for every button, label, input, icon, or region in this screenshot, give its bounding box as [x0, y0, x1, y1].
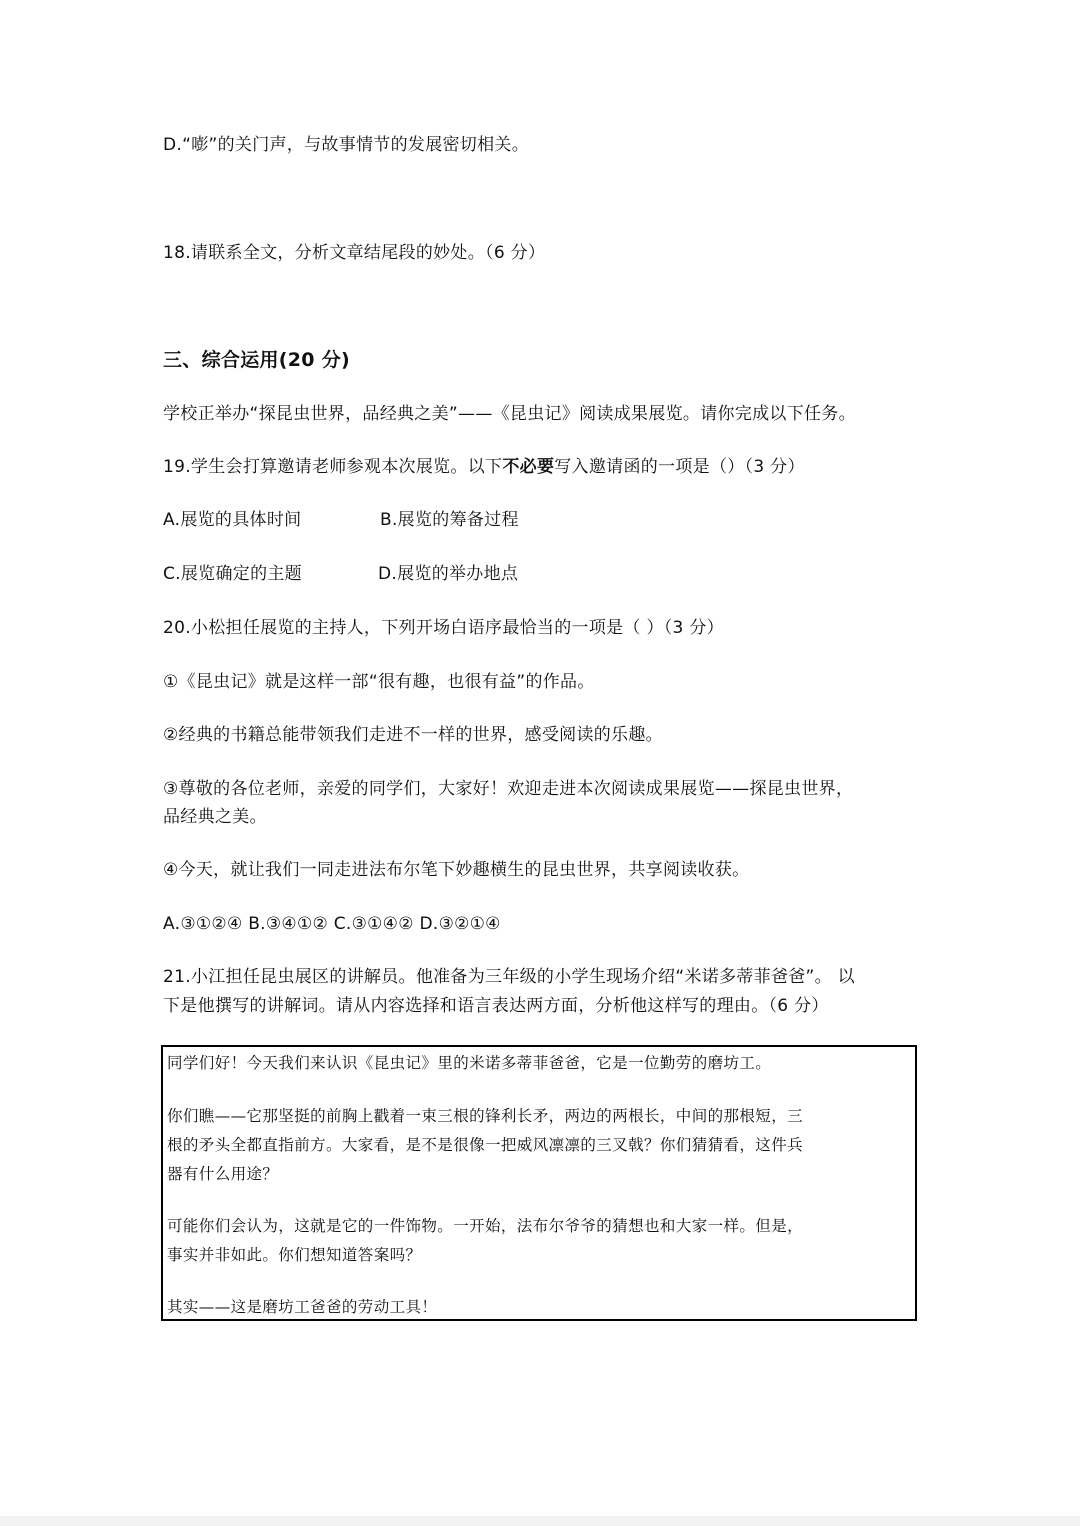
question-20-stem: 20.小松担任展览的主持人，下列开场白语序最恰当的一项是（ ）（3 分） [163, 618, 724, 638]
q17-option-d: D.“嘭”的关门声，与故事情节的发展密切相关。 [163, 135, 530, 155]
question-21-line-1: 21.小江担任昆虫展区的讲解员。他准备为三年级的小学生现场介绍“米诺多蒂菲爸爸”。 以 [163, 967, 855, 987]
question-19-emphasis: 不必要 [502, 457, 555, 477]
question-20-sentence-1: ①《昆虫记》就是这样一部“很有趣，也很有益”的作品。 [163, 672, 595, 692]
script-paragraph-2-line-2: 根的矛头全都直指前方。大家看，是不是很像一把威风凛凛的三叉戟？你们猜猜看，这件兵 [167, 1136, 804, 1154]
question-21-line-2: 下是他撰写的讲解词。请从内容选择和语言表达两方面，分析他这样写的理由。（6 分） [163, 996, 829, 1016]
script-paragraph-3-line-2: 事实并非如此。你们想知道答案吗？ [167, 1246, 422, 1264]
script-paragraph-1: 同学们好！今天我们来认识《昆虫记》里的米诺多蒂菲爸爸，它是一位勤劳的磨坊工。 [167, 1054, 772, 1072]
script-paragraph-4: 其实——这是磨坊工爸爸的劳动工具！ [167, 1298, 438, 1316]
section-3-title: 三、综合运用(20 分) [163, 349, 351, 371]
question-20-sentence-3-line-1: ③尊敬的各位老师，亲爱的同学们，大家好！欢迎走进本次阅读成果展览——探昆虫世界， [163, 779, 854, 799]
page-bottom-edge [0, 1516, 1080, 1526]
section-3-intro: 学校正举办“探昆虫世界，品经典之美”——《昆虫记》阅读成果展览。请你完成以下任务。 [163, 404, 856, 424]
question-19-options-row-1 [163, 506, 663, 534]
script-paragraph-2-line-3: 器有什么用途？ [167, 1165, 279, 1183]
question-20-options: A.③①②④ B.③④①② C.③①④② D.③②①④ [163, 914, 501, 934]
question-18: 18.请联系全文，分析文章结尾段的妙处。（6 分） [163, 243, 546, 263]
question-20-sentence-2: ②经典的书籍总能带领我们走进不一样的世界，感受阅读的乐趣。 [163, 725, 663, 745]
question-19-options-row-2 [163, 560, 663, 588]
script-paragraph-2-line-1: 你们瞧——它那坚挺的前胸上戳着一束三根的锋利长矛，两边的两根长，中间的那根短，三 [167, 1107, 804, 1125]
question-19-prefix: 19.学生会打算邀请老师参观本次展览。以下 [163, 457, 503, 477]
question-19-suffix: 写入邀请函的一项是（）（3 分） [554, 457, 805, 477]
question-19-option-b: B.展览的筹备过程 [380, 510, 519, 530]
question-20-sentence-3-line-2: 品经典之美。 [163, 807, 267, 827]
question-20-sentence-4: ④今天，就让我们一同走进法布尔笔下妙趣横生的昆虫世界，共享阅读收获。 [163, 860, 750, 880]
question-19-option-d: D.展览的举办地点 [378, 564, 519, 584]
question-19-option-c: C.展览确定的主题 [163, 564, 302, 584]
question-19-stem [163, 453, 805, 481]
script-paragraph-3-line-1: 可能你们会认为，这就是它的一件饰物。一开始，法布尔爷爷的猜想也和大家一样。但是， [167, 1217, 804, 1235]
question-19-option-a: A.展览的具体时间 [163, 510, 302, 530]
script-box [161, 1045, 917, 1321]
